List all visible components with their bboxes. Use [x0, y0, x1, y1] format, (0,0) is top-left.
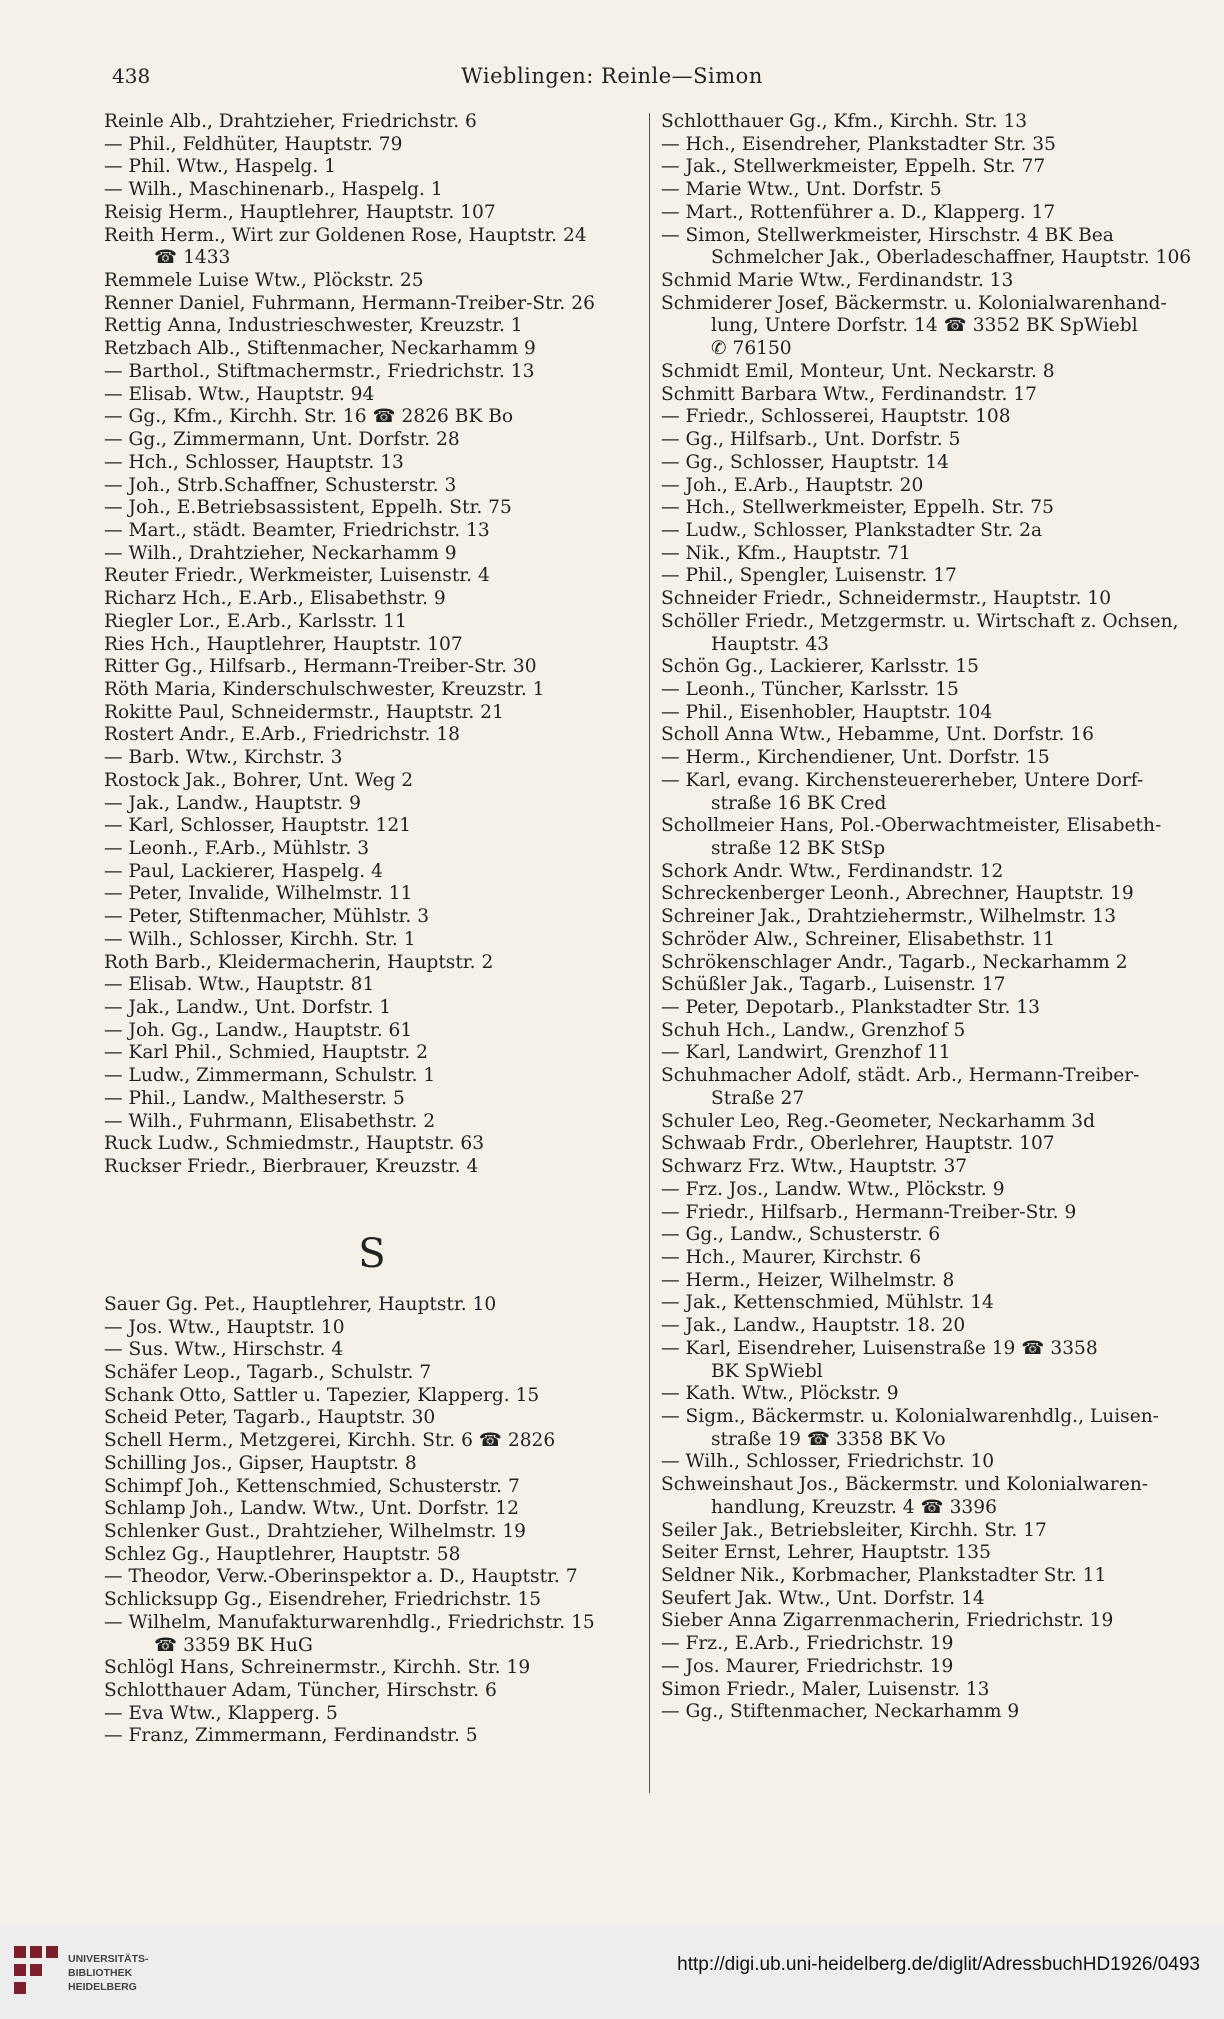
directory-entry: Simon Friedr., Maler, Luisenstr. 13 [661, 1678, 990, 1700]
directory-entry: — Theodor, Verw.-Oberinspektor a. D., Hauptstr. 7 [104, 1566, 578, 1588]
directory-entry: Roth Barb., Kleidermacherin, Hauptstr. 2 [104, 951, 494, 973]
directory-entry: — Karl, Eisendreher, Luisenstraße 19 ☎ 3358 [661, 1337, 1098, 1359]
directory-entry: — Wilh., Schlosser, Friedrichstr. 10 [661, 1451, 995, 1473]
directory-entry: Rettig Anna, Industrieschwester, Kreuzstr. 1 [104, 315, 523, 337]
directory-entry: straße 16 BK Cred [711, 792, 887, 814]
directory-entry: — Wilh., Maschinenarb., Haspelg. 1 [104, 179, 443, 201]
library-name: UNIVERSITÄTS- BIBLIOTHEK HEIDELBERG [68, 1953, 149, 1993]
directory-entry: — Jak., Landw., Unt. Dorfstr. 1 [104, 997, 392, 1019]
directory-entry: — Friedr., Schlosserei, Hauptstr. 108 [661, 406, 1011, 428]
directory-entry: Ries Hch., Hauptlehrer, Hauptstr. 107 [104, 633, 463, 655]
directory-entry: — Gg., Schlosser, Hauptstr. 14 [661, 451, 950, 473]
directory-entry: Remmele Luise Wtw., Plöckstr. 25 [104, 270, 424, 292]
directory-entry: Schlamp Joh., Landw. Wtw., Unt. Dorfstr. 12 [104, 1498, 519, 1520]
directory-entry: Schöller Friedr., Metzgermstr. u. Wirtschaft z. Ochsen, [661, 610, 1179, 632]
column-divider [649, 113, 650, 1793]
directory-entry: — Hch., Eisendreher, Plankstadter Str. 35 [661, 133, 1056, 155]
directory-entry: — Frz. Jos., Landw. Wtw., Plöckstr. 9 [661, 1178, 1005, 1200]
directory-entry: — Simon, Stellwerkmeister, Hirschstr. 4 BK Bea [661, 224, 1114, 246]
directory-entry: — Frz., E.Arb., Friedrichstr. 19 [661, 1633, 954, 1655]
directory-entry: — Sus. Wtw., Hirschstr. 4 [104, 1339, 344, 1361]
directory-entry: Schrökenschlager Andr., Tagarb., Neckarhamm 2 [661, 951, 1128, 973]
directory-entry: — Joh., Strb.Schaffner, Schusterstr. 3 [104, 474, 457, 496]
directory-entry: — Peter, Stiftenmacher, Mühlstr. 3 [104, 906, 430, 928]
directory-entry: — Karl, Schlosser, Hauptstr. 121 [104, 815, 411, 837]
directory-entry: — Nik., Kfm., Hauptstr. 71 [661, 542, 911, 564]
page-number: 438 [112, 64, 151, 88]
directory-entry: Schlez Gg., Hauptlehrer, Hauptstr. 58 [104, 1543, 461, 1565]
directory-entry: ☎ 3359 BK HuG [154, 1634, 313, 1656]
directory-entry: ✆ 76150 [711, 338, 792, 360]
directory-entry: — Herm., Kirchendiener, Unt. Dorfstr. 15 [661, 747, 1050, 769]
directory-entry: — Leonh., F.Arb., Mühlstr. 3 [104, 838, 370, 859]
directory-entry: — Mart., Rottenführer a. D., Klapperg. 17 [661, 201, 1056, 223]
right-column [661, 111, 1209, 1724]
directory-entry: — Phil., Spengler, Luisenstr. 17 [661, 565, 957, 587]
directory-entry: — Kath. Wtw., Plöckstr. 9 [661, 1383, 899, 1405]
directory-entry: Schlicksupp Gg., Eisendreher, Friedrichstr. 15 [104, 1589, 542, 1611]
directory-entry: Rostock Jak., Bohrer, Unt. Weg 2 [104, 769, 414, 791]
directory-entry: — Karl Phil., Schmied, Hauptstr. 2 [104, 1042, 428, 1064]
directory-entry: Rostert Andr., E.Arb., Friedrichstr. 18 [104, 724, 461, 746]
directory-entry: Schell Herm., Metzgerei, Kirchh. Str. 6 ☎ 2826 [104, 1430, 556, 1452]
directory-entry: — Mart., städt. Beamter, Friedrichstr. 13 [104, 519, 490, 541]
directory-entry: — Jak., Stellwerkmeister, Eppelh. Str. 77 [661, 156, 1046, 178]
directory-entry: Schön Gg., Lackierer, Karlsstr. 15 [661, 656, 980, 678]
directory-entry: — Franz, Zimmermann, Ferdinandstr. 5 [104, 1725, 478, 1747]
directory-entry: — Gg., Hilfsarb., Unt. Dorfstr. 5 [661, 429, 961, 451]
section-letter-heading: S [358, 1230, 386, 1277]
directory-entry: Schäfer Leop., Tagarb., Schulstr. 7 [104, 1361, 432, 1383]
directory-entry: — Hch., Maurer, Kirchstr. 6 [661, 1246, 922, 1268]
directory-entry: ☎ 1433 [154, 247, 231, 269]
directory-entry: straße 19 ☎ 3358 BK Vo [711, 1428, 946, 1450]
directory-entry: — Herm., Heizer, Wilhelmstr. 8 [661, 1269, 955, 1291]
directory-entry: Schank Otto, Sattler u. Tapezier, Klapperg. 15 [104, 1384, 540, 1406]
directory-entry: Seiler Jak., Betriebsleiter, Kirchh. Str. 17 [661, 1519, 1047, 1541]
directory-entry: Schmiderer Josef, Bäckermstr. u. Kolonialwarenhand- [661, 292, 1167, 314]
directory-entry: Schmelcher Jak., Oberladeschaffner, Hauptstr. 106 [711, 247, 1192, 269]
directory-entry: — Hch., Schlosser, Hauptstr. 13 [104, 451, 404, 473]
directory-entry: — Marie Wtw., Unt. Dorfstr. 5 [661, 179, 942, 201]
directory-entry: Schreckenberger Leonh., Abrechner, Hauptstr. 19 [661, 883, 1134, 905]
directory-entry: — Jak., Landw., Hauptstr. 18. 20 [661, 1315, 966, 1337]
directory-entry: — Barthol., Stiftmachermstr., Friedrichstr. 13 [104, 360, 535, 382]
directory-entry: — Joh. Gg., Landw., Hauptstr. 61 [104, 1019, 413, 1041]
directory-entry: — Phil. Wtw., Haspelg. 1 [104, 156, 336, 178]
directory-entry: Scheid Peter, Tagarb., Hauptstr. 30 [104, 1407, 436, 1429]
directory-entry: handlung, Kreuzstr. 4 ☎ 3396 [711, 1496, 997, 1518]
directory-entry: — Joh., E.Betriebsassistent, Eppelh. Str. 75 [104, 497, 512, 519]
directory-entry: — Joh., E.Arb., Hauptstr. 20 [661, 474, 924, 496]
directory-entry: lung, Untere Dorfstr. 14 ☎ 3352 BK SpWiebl [711, 315, 1138, 337]
directory-entry: Schmitt Barbara Wtw., Ferdinandstr. 17 [661, 383, 1037, 405]
directory-entry: Sieber Anna Zigarrenmacherin, Friedrichstr. 19 [661, 1610, 1114, 1632]
directory-entry: — Gg., Stiftenmacher, Neckarhamm 9 [661, 1701, 1020, 1723]
directory-entry: Schwaab Frdr., Oberlehrer, Hauptstr. 107 [661, 1133, 1055, 1155]
directory-entry: Schreiner Jak., Drahtziehermstr., Wilhelmstr. 13 [661, 906, 1117, 928]
directory-entry: Schüßler Jak., Tagarb., Luisenstr. 17 [661, 974, 1006, 996]
directory-entry: — Barb. Wtw., Kirchstr. 3 [104, 747, 343, 769]
directory-entry: — Karl, evang. Kirchensteuererheber, Untere Dorf- [661, 769, 1144, 791]
source-url-link[interactable]: http://digi.ub.uni-heidelberg.de/diglit/AdressbuchHD1926/0493 [677, 1954, 1200, 1975]
left-column [104, 111, 640, 1748]
directory-entry: Richarz Hch., E.Arb., Elisabethstr. 9 [104, 588, 446, 610]
directory-entry: Riegler Lor., E.Arb., Karlsstr. 11 [104, 610, 407, 632]
directory-entry: — Hch., Stellwerkmeister, Eppelh. Str. 75 [661, 497, 1054, 519]
directory-entry: — Phil., Feldhüter, Hauptstr. 79 [104, 133, 403, 155]
directory-entry: Röth Maria, Kinderschulschwester, Kreuzstr. 1 [104, 678, 545, 700]
directory-entry: — Jak., Kettenschmied, Mühlstr. 14 [661, 1292, 994, 1314]
directory-entry: straße 12 BK StSp [711, 838, 886, 859]
directory-entry: — Wilhelm, Manufakturwarenhdlg., Friedrichstr. 15 [104, 1611, 595, 1633]
directory-entry: Retzbach Alb., Stiftenmacher, Neckarhamm 9 [104, 338, 536, 360]
directory-entry: Schröder Alw., Schreiner, Elisabethstr. 11 [661, 928, 1056, 950]
directory-entry: Schlotthauer Gg., Kfm., Kirchh. Str. 13 [661, 111, 1028, 132]
directory-entry: — Elisab. Wtw., Hauptstr. 94 [104, 383, 375, 405]
directory-entry: Reuter Friedr., Werkmeister, Luisenstr. 4 [104, 565, 490, 587]
library-logo-icon [14, 1946, 60, 1998]
page-title: Wieblingen: Reinle—Simon [461, 64, 763, 88]
directory-entry: Ruckser Friedr., Bierbrauer, Kreuzstr. 4 [104, 1156, 479, 1178]
directory-entry: Schilling Jos., Gipser, Hauptstr. 8 [104, 1452, 417, 1474]
directory-entry: — Phil., Eisenhobler, Hauptstr. 104 [661, 701, 993, 723]
directory-entry: Seldner Nik., Korbmacher, Plankstadter Str. 11 [661, 1565, 1107, 1586]
directory-entry: Hauptstr. 43 [711, 633, 829, 655]
directory-entry: Ritter Gg., Hilfsarb., Hermann-Treiber-Str. 30 [104, 656, 537, 678]
directory-entry: — Wilh., Schlosser, Kirchh. Str. 1 [104, 928, 416, 950]
directory-entry: Reith Herm., Wirt zur Goldenen Rose, Hauptstr. 24 [104, 224, 587, 246]
directory-entry: Renner Daniel, Fuhrmann, Hermann-Treiber-Str. 26 [104, 292, 595, 314]
directory-entry: Seiter Ernst, Lehrer, Hauptstr. 135 [661, 1542, 991, 1564]
directory-entry: — Peter, Invalide, Wilhelmstr. 11 [104, 883, 413, 905]
directory-entry: Reinle Alb., Drahtzieher, Friedrichstr. 6 [104, 111, 477, 132]
directory-entry: — Karl, Landwirt, Grenzhof 11 [661, 1042, 951, 1064]
directory-entry: Seufert Jak. Wtw., Unt. Dorfstr. 14 [661, 1587, 985, 1609]
directory-entry: Schlenker Gust., Drahtzieher, Wilhelmstr. 19 [104, 1520, 526, 1542]
directory-entry: — Gg., Zimmermann, Unt. Dorfstr. 28 [104, 429, 460, 451]
directory-entry: — Eva Wtw., Klapperg. 5 [104, 1702, 338, 1724]
directory-entry: — Jos. Wtw., Hauptstr. 10 [104, 1316, 345, 1338]
directory-entry: Schuler Leo, Reg.-Geometer, Neckarhamm 3d [661, 1110, 1096, 1132]
directory-entry: — Ludw., Schlosser, Plankstadter Str. 2a [661, 519, 1043, 541]
directory-entry: Schweinshaut Jos., Bäckermstr. und Kolonialwaren- [661, 1474, 1149, 1496]
directory-entry: Rokitte Paul, Schneidermstr., Hauptstr. 21 [104, 701, 504, 723]
directory-entry: — Elisab. Wtw., Hauptstr. 81 [104, 974, 375, 996]
directory-entry: Schollmeier Hans, Pol.-Oberwachtmeister, Elisabeth- [661, 815, 1162, 837]
directory-entry: — Gg., Landw., Schusterstr. 6 [661, 1224, 941, 1246]
directory-entry: — Jos. Maurer, Friedrichstr. 19 [661, 1655, 954, 1677]
directory-entry: Schlögl Hans, Schreinermstr., Kirchh. Str. 19 [104, 1657, 531, 1679]
directory-entry: — Friedr., Hilfsarb., Hermann-Treiber-Str. 9 [661, 1201, 1077, 1223]
directory-entry: — Wilh., Fuhrmann, Elisabethstr. 2 [104, 1110, 436, 1132]
directory-entry: Schlotthauer Adam, Tüncher, Hirschstr. 6 [104, 1680, 497, 1701]
directory-entry: Reisig Herm., Hauptlehrer, Hauptstr. 107 [104, 201, 496, 223]
footer-bar [0, 1924, 1224, 2019]
page-header [0, 64, 1224, 94]
directory-entry: Straße 27 [711, 1087, 805, 1109]
directory-entry: — Leonh., Tüncher, Karlsstr. 15 [661, 678, 959, 700]
directory-entry: Ruck Ludw., Schmiedmstr., Hauptstr. 63 [104, 1133, 485, 1155]
directory-entry: — Wilh., Drahtzieher, Neckarhamm 9 [104, 542, 457, 564]
directory-entry: Scholl Anna Wtw., Hebamme, Unt. Dorfstr. 16 [661, 724, 1094, 746]
section-gap [104, 1179, 640, 1209]
directory-entry: Sauer Gg. Pet., Hauptlehrer, Hauptstr. 10 [104, 1293, 497, 1315]
directory-entry: BK SpWiebl [711, 1360, 823, 1382]
directory-entry: — Phil., Landw., Maltheserstr. 5 [104, 1087, 405, 1109]
directory-entry: Schimpf Joh., Kettenschmied, Schusterstr. 7 [104, 1475, 520, 1497]
directory-entry: — Ludw., Zimmermann, Schulstr. 1 [104, 1065, 436, 1087]
directory-entry: Schwarz Frz. Wtw., Hauptstr. 37 [661, 1156, 968, 1178]
directory-entry: — Peter, Depotarb., Plankstadter Str. 13 [661, 997, 1041, 1019]
directory-entry: Schuh Hch., Landw., Grenzhof 5 [661, 1019, 966, 1041]
directory-entry: — Sigm., Bäckermstr. u. Kolonialwarenhdlg., Luisen- [661, 1405, 1159, 1427]
directory-entry: — Jak., Landw., Hauptstr. 9 [104, 792, 361, 814]
directory-entry: Schneider Friedr., Schneidermstr., Hauptstr. 10 [661, 588, 1112, 610]
directory-entry: Schmid Marie Wtw., Ferdinandstr. 13 [661, 270, 1014, 292]
directory-entry: Schmidt Emil, Monteur, Unt. Neckarstr. 8 [661, 360, 1055, 382]
directory-entry: Schork Andr. Wtw., Ferdinandstr. 12 [661, 860, 1004, 882]
directory-entry: — Paul, Lackierer, Haspelg. 4 [104, 860, 383, 882]
directory-entry: Schuhmacher Adolf, städt. Arb., Hermann-Treiber- [661, 1065, 1140, 1087]
directory-entry: — Gg., Kfm., Kirchh. Str. 16 ☎ 2826 BK Bo [104, 406, 514, 428]
